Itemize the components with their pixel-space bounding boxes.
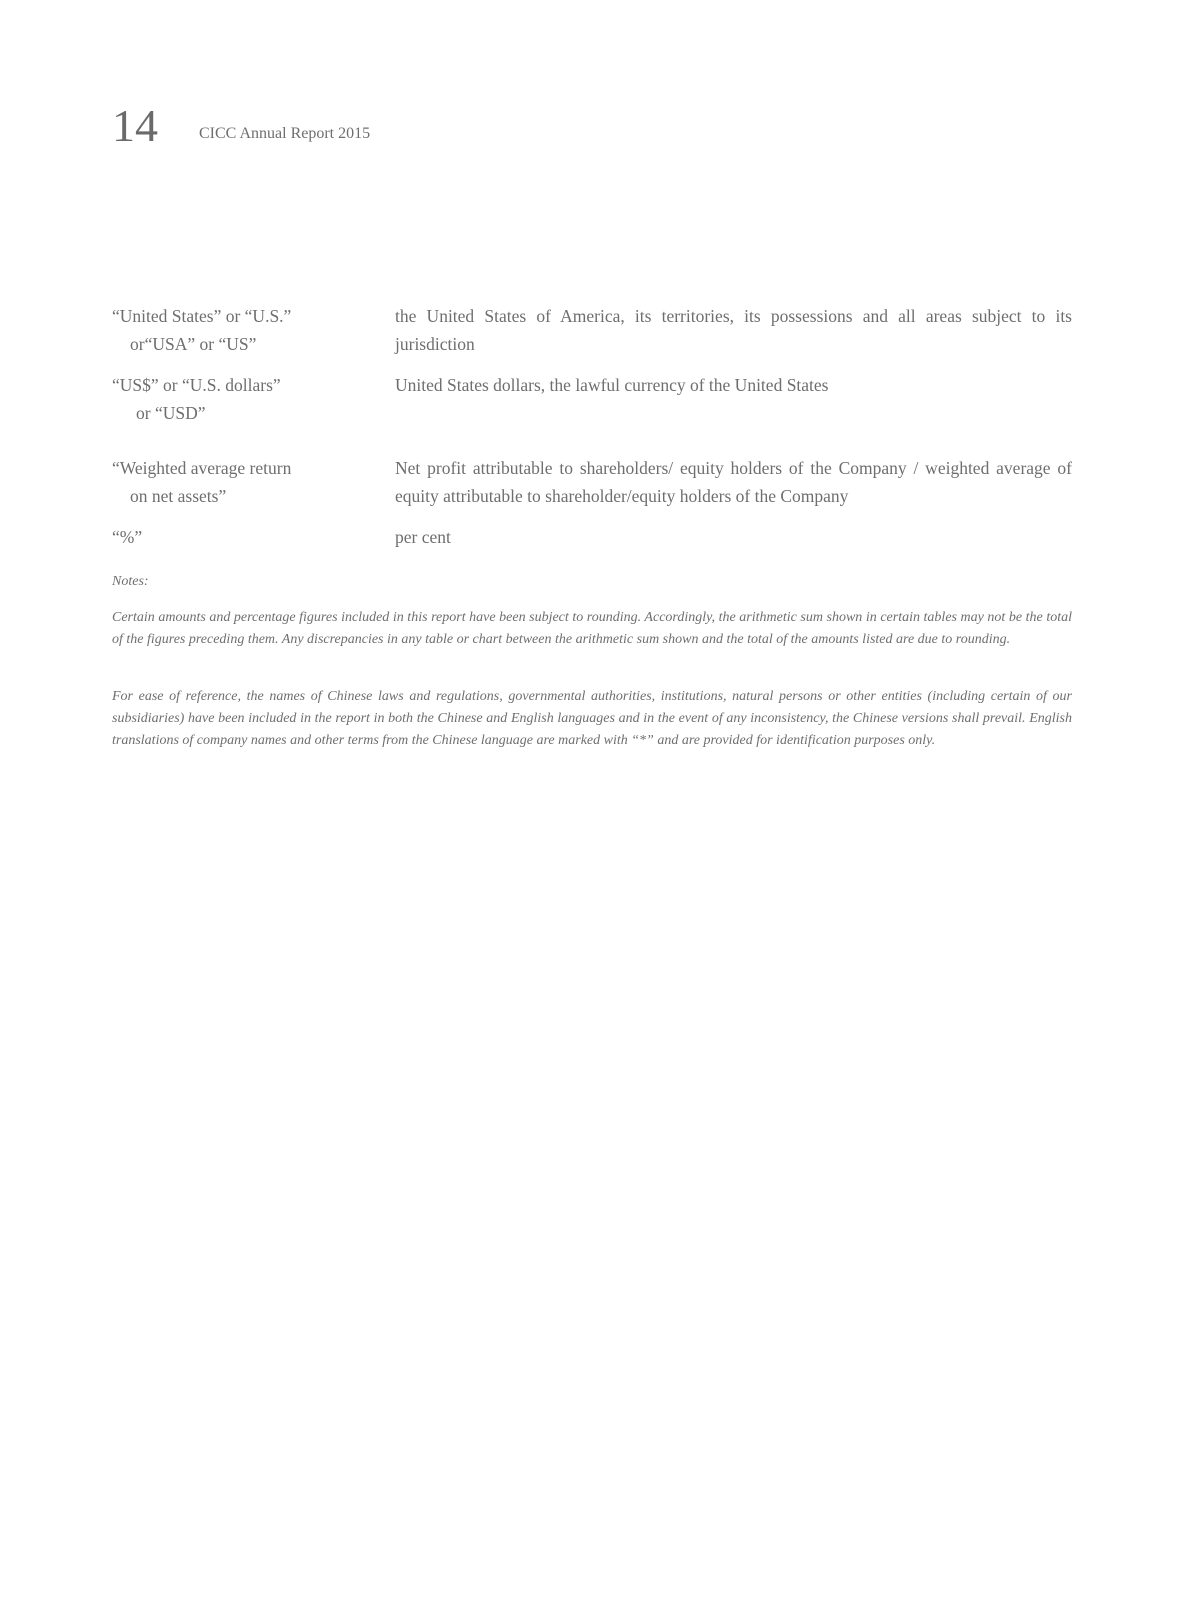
definitions-list — [112, 302, 1072, 555]
definition-term — [112, 523, 382, 551]
definition-row-united-states — [112, 302, 1072, 371]
notes-heading: Notes: — [112, 574, 149, 589]
term-line: on net assets” — [130, 486, 227, 506]
definition-row-weighted-average-return — [112, 454, 1072, 523]
definition-meaning: the United States of America, its territories, its possessions and all areas subject to its jurisdiction — [395, 306, 1072, 354]
note-rounding: Certain amounts and percentage figures included in this report have been subject to rounding. Accordingly, the arithmetic sum shown in certain tables may not be the total of the figures preceding them. Any discrepancies in any table or chart between the arithmetic sum shown and the total of the amounts listed are due to rounding. — [112, 610, 1072, 647]
definition-row-percent — [112, 523, 1072, 555]
definition-meaning: United States dollars, the lawful currency of the United States — [395, 375, 829, 395]
term-line: or“USA” or “US” — [130, 334, 257, 354]
term-line: or “USD” — [136, 403, 206, 423]
definition-term — [112, 454, 382, 510]
term-line: “United States” or “U.S.” — [112, 306, 292, 326]
definition-term — [112, 371, 382, 427]
definition-meaning: Net profit attributable to shareholders/ equity holders of the Company / weighted average of equity attributable to shareholder/equity holders of the Company — [395, 458, 1072, 506]
definition-term — [112, 302, 382, 358]
term-line: “Weighted average return — [112, 458, 292, 478]
report-title: CICC Annual Report 2015 — [199, 125, 371, 142]
definition-meaning: per cent — [395, 527, 451, 547]
term-line: “US$” or “U.S. dollars” — [112, 375, 281, 395]
page-number: 14 — [112, 100, 158, 151]
term-line: “%” — [112, 527, 143, 547]
note-translations: For ease of reference, the names of Chinese laws and regulations, governmental authorities, institutions, natural persons or other entities (including certain of our subsidiaries) have been included in the report in both the Chinese and English languages and in the event of any inconsistency, the Chinese versions shall prevail. English translations of company names and other terms from the Chinese language are marked with “*” and are provided for identification purposes only. — [112, 689, 1072, 748]
definition-row-us-dollars — [112, 371, 1072, 454]
